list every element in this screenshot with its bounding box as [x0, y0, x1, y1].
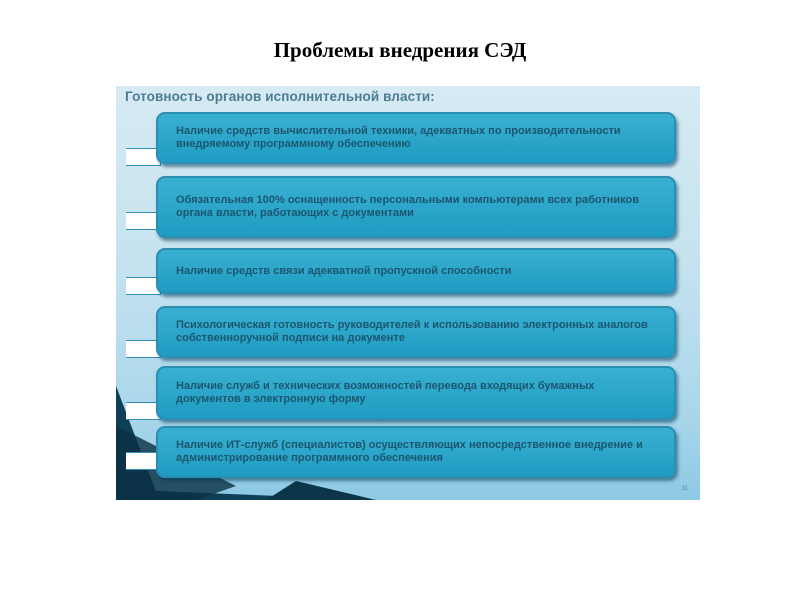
content-panel [116, 86, 700, 500]
list-item-text: Наличие ИТ-служб (специалистов) осуществляющих непосредственное внедрение и администрирование программного обеспечения [176, 439, 643, 464]
list-item-text: Обязательная 100% оснащенность персональными компьютерами всех работников органа власти, работающих с документами [176, 194, 639, 219]
list-item-text: Наличие средств связи адекватной пропускной способности [176, 264, 512, 277]
list-item [156, 426, 676, 478]
slide-title: Проблемы внедрения СЭД [273, 38, 527, 62]
list-item-text: Наличие служб и технических возможностей перевода входящих бумажных документов в электронную форму [176, 380, 595, 405]
page-number: 31 [681, 486, 688, 492]
list-item [156, 306, 676, 358]
list-item-text: Психологическая готовность руководителей к использованию электронных аналогов собственноручной подписи на документе [176, 319, 648, 344]
list-item [156, 112, 676, 164]
list-item-text: Наличие средств вычислительной техники, адекватных по производительности внедряемому программному обеспечению [176, 125, 621, 150]
panel-heading: Готовность органов исполнительной власти: [125, 89, 435, 104]
list-item [156, 248, 676, 294]
list-item [156, 366, 676, 420]
list-item [156, 176, 676, 238]
